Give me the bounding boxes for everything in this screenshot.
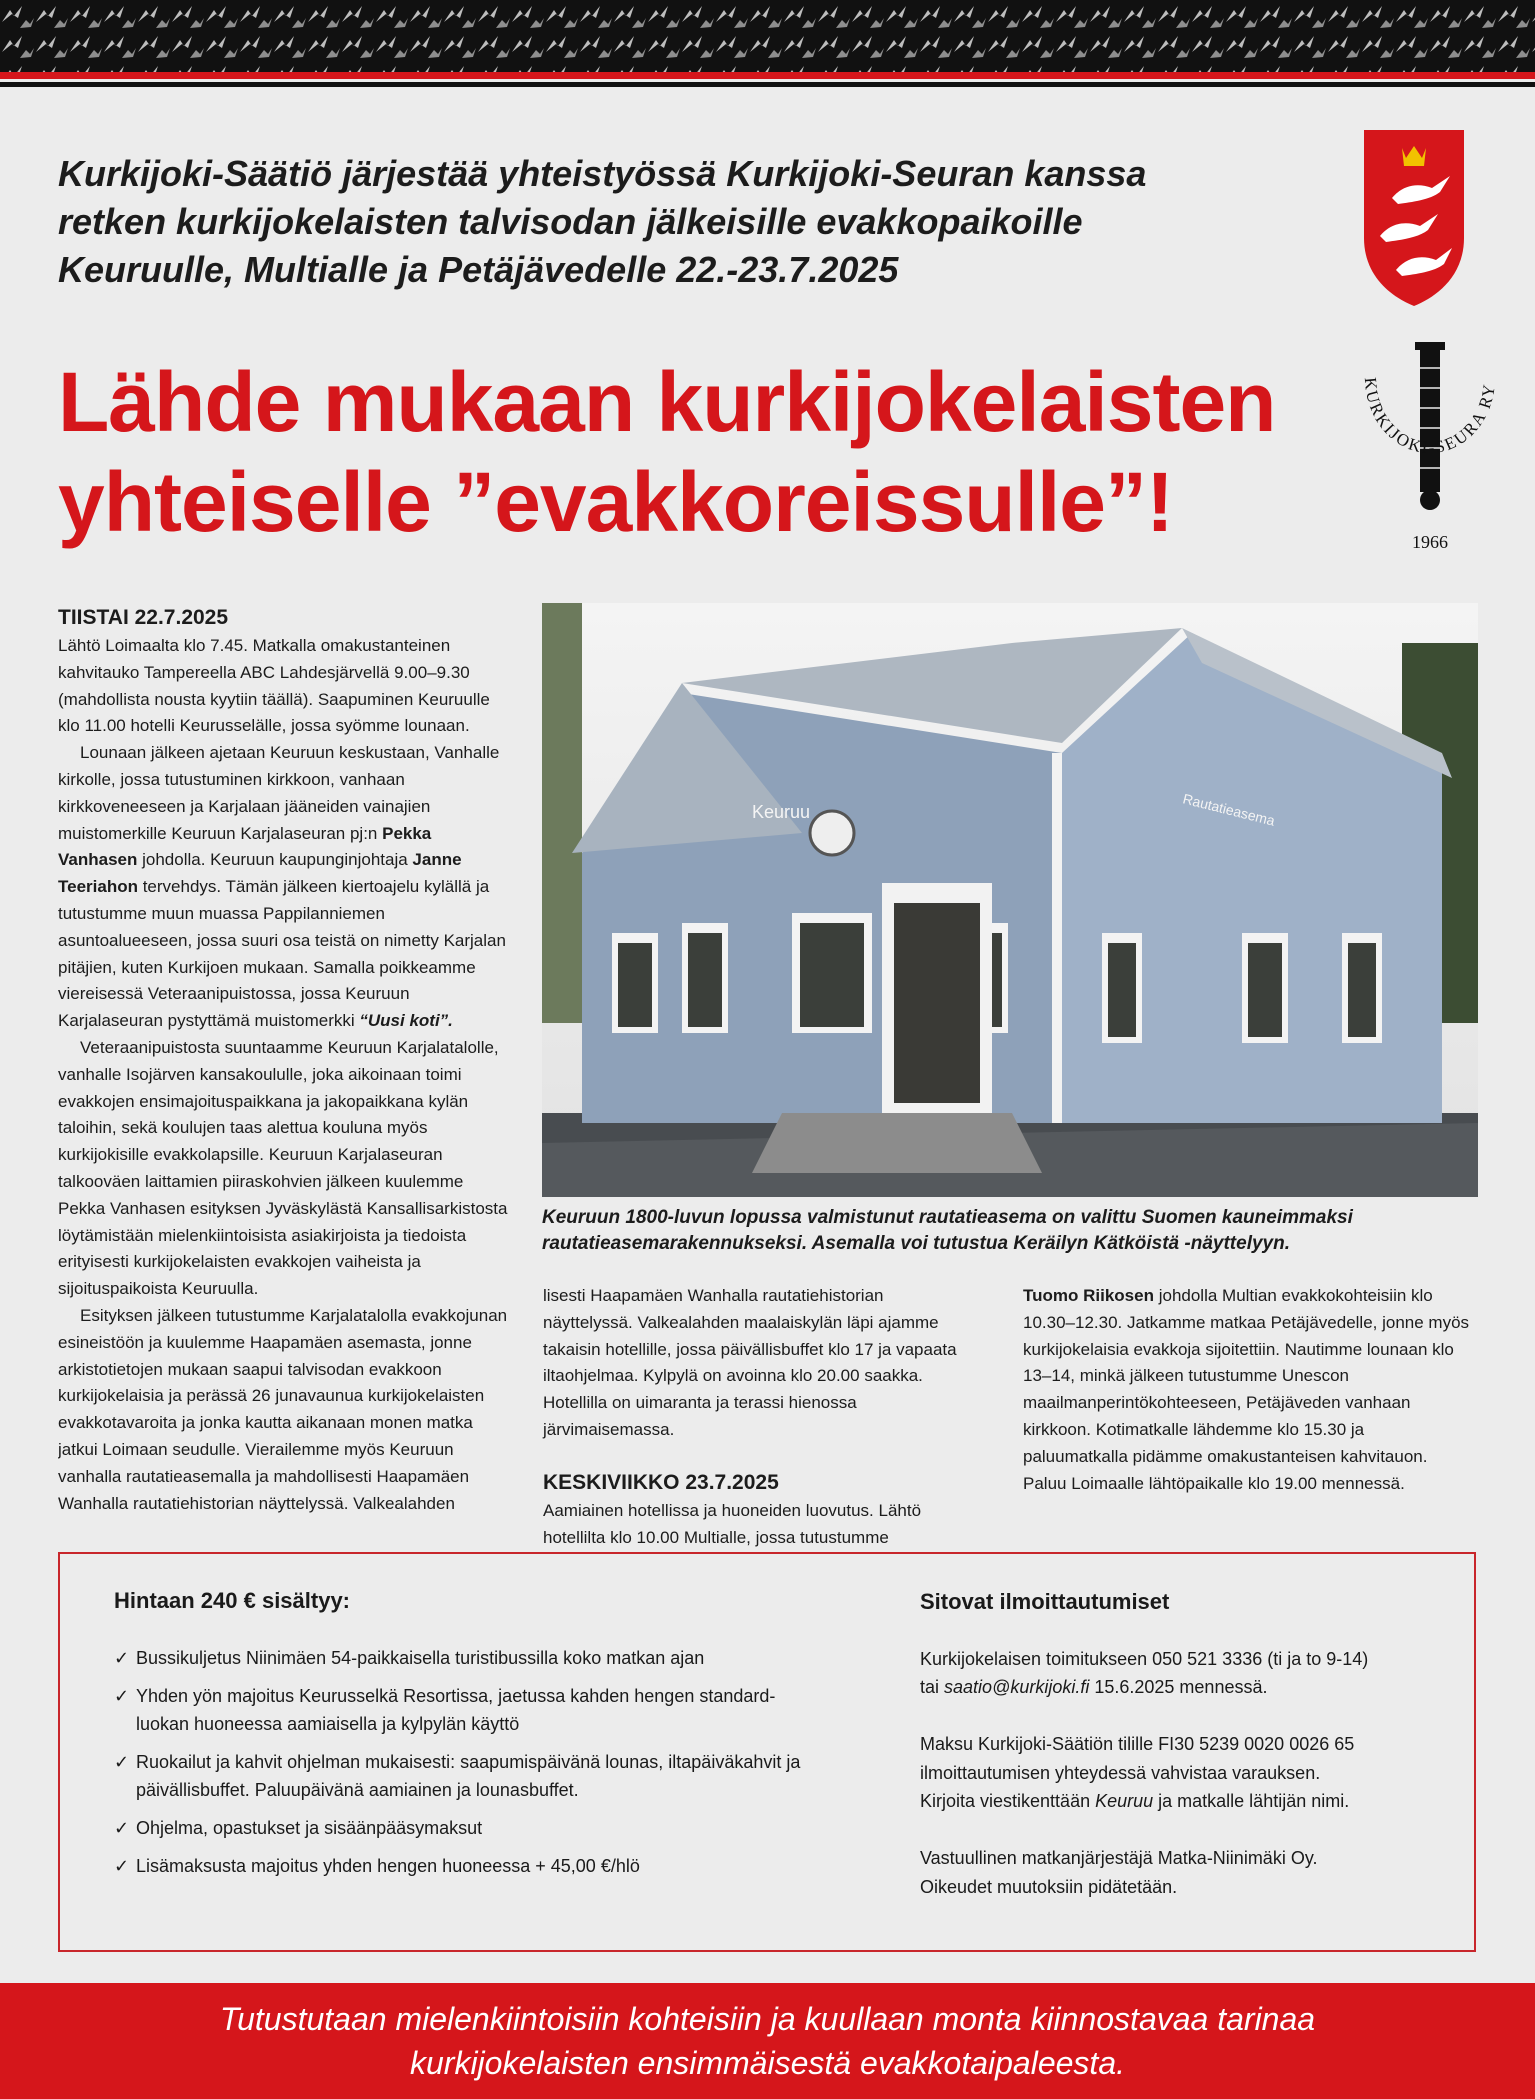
photo-caption: Keuruun 1800-luvun lopussa valmistunut rautatieasema on valittu Suomen kauneimmaksi rautatieasemarakennukseksi. Asemalla voi tutustua Keräilyn Kätköistä -näyttelyyn. <box>542 1207 1353 1254</box>
intro-text <box>58 150 1358 294</box>
list-item: ✓ Yhden yön majoitus Keurusselkä Resortissa, jaetussa kahden hengen standard- luokan huoneessa aamiaisella ja kylpylän käyttö <box>114 1682 814 1738</box>
person-name: Tuomo Riikosen <box>1023 1286 1154 1305</box>
day1-paragraph-1: Lähtö Loimaalta klo 7.45. Matkalla omakustanteinen kahvitauko Tampereella ABC Lahdesjärvellä 9.00–9.30 (mahdollista nousta kyytiin täällä). Saapuminen Keuruulle klo 11.00 hotelli Keurusselälle, jossa syömme lounaan. <box>58 636 490 736</box>
check-icon: ✓ <box>114 1752 130 1772</box>
intro-line-1: Kurkijoki-Säätiö järjestää yhteistyössä Kurkijoki-Seuran kanssa <box>58 153 1147 194</box>
registration-email-line: tai saatio@kurkijoki.fi 15.6.2025 mennessä. <box>920 1677 1268 1697</box>
seura-logo-text: KURKIJOKI-SEURA RY <box>1360 376 1500 458</box>
list-item: ✓ Ohjelma, opastukset ja sisäänpääsymaksut <box>114 1814 814 1842</box>
person-name: Pekka Vanhasen <box>58 823 432 870</box>
payment-info: Maksu Kurkijoki-Säätiön tilille FI30 5239 0020 0026 65 ilmoittautumisen yhteydessä vahvistaa varauksen. <box>920 1734 1355 1783</box>
intro-line-3: Keuruulle, Multialle ja Petäjävedelle 22.-23.7.2025 <box>58 249 899 290</box>
included-items-list <box>114 1644 814 1880</box>
organizer-info: Vastuullinen matkanjärjestäjä Matka-Niinimäki Oy. <box>920 1848 1318 1868</box>
station-side-sign: Rautatieasema <box>1181 790 1277 829</box>
intro-line-2: retken kurkijokelaisten talvisodan jälkeisille evakkopaikoille <box>58 201 1083 242</box>
main-headline <box>58 352 1358 552</box>
day2-paragraph: Tuomo Riikosen johdolla Multian evakkokohteisiin klo 10.30–12.30. Jatkamme matkaa Petäjävedelle, jonne myös kurkijokelaisia evakkoja sijoitettiin. Nautimme lounaan klo 13–14, minkä jälkeen tutustumme Unescon maailmanperintökohteeseen, Petäjäveden vanhaan kirkkoon. Kotimatkalle lähdemme klo 15.30 ja paluumatkalla pidämme omakustanteisen kahvitauon. Paluu Loimaalle lähtöpaikalle klo 19.00 mennessä. <box>1023 1286 1470 1493</box>
list-item: ✓ Bussikuljetus Niinimäen 54-paikkaisella turistibussilla koko matkan ajan <box>114 1644 814 1672</box>
day1-paragraph-3: Veteraanipuistosta suuntaamme Keuruun Karjalatalolle, vanhalle Isojärven kansakoululle, joka aikoinaan toimi evakkojen ensimajoituspaikkana ja jakopaikkana kylän taloihin, sekä koulujen taas alettua kouluna myös kurkijokisille evakkolapsille. Keuruun Karjalaseuran talkooväen laittamien piiraskohvien jälkeen kuulemme Pekka Vanhasen esityksen Jyväskylästä Kansallisarkistosta löytämistään mielenkiintoisista asiakirjoista ja tiedoista erityisesti kurkijokelaisten evakkojen vaiheista ja sijoituspaikoista Keuruulla. <box>58 1037 508 1299</box>
day1-heading: TIISTAI 22.7.2025 <box>58 606 229 629</box>
price-info-box <box>58 1552 1476 1952</box>
memorial-name: “Uusi koti”. <box>359 1011 453 1031</box>
registration-section <box>920 1588 1450 1901</box>
check-icon: ✓ <box>114 1856 130 1876</box>
footer-banner <box>0 1983 1535 2099</box>
rights-reserved: Oikeudet muutoksiin pidätetään. <box>920 1876 1178 1897</box>
day1-continuation: lisesti Haapamäen Wanhalla rautatiehistorian näyttelyssä. Valkealahden maalaiskylän läpi ajamme takaisin hotellille, jossa päivällisbuffet klo 17 ja vapaata iltaohjelmaa. Kylpylä on avoinna klo 20.00 saakka. Hotellilla on uimaranta ja terassi hienossa järvimaisemassa. <box>543 1286 957 1439</box>
day1-paragraph-2: Lounaan jälkeen ajetaan Keuruun keskustaan, Vanhalle kirkolle, jossa tutustuminen kirkkoon, vanhaan kirkkoveneeseen ja Karjalaan jääneiden vainajien muistomerkille Keuruun Karjalaseuran pj:n Pekka Vanhasen johdolla. Keuruun kaupunginjohtaja Janne Teeriahon tervehdys. Tämän jälkeen kiertoajelu kylällä ja tutustumme muun muassa Pappilanniemen asuntoalueeseen, jossa suuri osa teistä on nimetty Karjalan pitäjien, kuten Kurkijoen mukaan. Samalla poikkeamme viereisessä Veteraanipuistossa, jossa Keuruun Karjalaseuran pystyttämä muistomerkki “Uusi koti”. <box>58 743 506 1031</box>
day2-heading: KESKIVIIKKO 23.7.2025 <box>543 1470 779 1494</box>
check-icon: ✓ <box>114 1818 130 1838</box>
kurkijoki-seura-logo <box>1345 338 1515 558</box>
list-item: ✓ Ruokailut ja kahvit ohjelman mukaisesti: saapumispäivänä lounas, iltapäiväkahvit ja päivällisbuffet. Paluupäivänä aamiainen ja lounasbuffet. <box>114 1748 814 1804</box>
station-sign: Keuruu <box>752 802 811 822</box>
registration-heading: Sitovat ilmoittautumiset <box>920 1589 1170 1614</box>
day2-continuation <box>1023 1283 1473 1497</box>
person-name: Janne Teeriahon <box>58 850 462 897</box>
day1-continuation-and-day2 <box>543 1283 961 1578</box>
message-field-info: Kirjoita viestikenttään Keuruu ja matkalle lähtijän nimi. <box>920 1791 1350 1811</box>
list-item: ✓ Lisämaksusta majoitus yhden hengen huoneessa + 45,00 €/hlö <box>114 1852 814 1880</box>
footer-line-2: kurkijokelaisten ensimmäisestä evakkotaipaleesta. <box>409 2045 1125 2081</box>
railway-station-photo <box>542 603 1478 1197</box>
day1-paragraph-4: Esityksen jälkeen tutustumme Karjalatalolla evakkojunan esineistöön ja kuulemme Haapamäen asemasta, jonne arkistotietojen mukaan saapui talvisodan evakkoon kurkijokelaisia ja perässä 26 junavaunua kurkijokelaisten evakkotavaroita ja jonka kautta aikanaan monen matka jatkui Loimaan seudulle. Vierailemme myös Keuruun vanhalla rautatieasemalla ja mahdollisesti Haapamäen Wanhalla rautatiehistorian näyttelyssä. Valkealahden <box>58 1305 508 1513</box>
headline-line-1: Lähde mukaan kurkijokelaisten <box>58 355 1276 449</box>
check-icon: ✓ <box>114 1686 130 1706</box>
coat-of-arms-logo <box>1362 128 1466 308</box>
price-section <box>114 1588 814 1890</box>
registration-phone: Kurkijokelaisen toimitukseen 050 521 3336 (ti ja to 9-14) <box>920 1648 1369 1669</box>
price-heading: Hintaan 240 € sisältyy: <box>114 1588 351 1613</box>
day1-column <box>58 603 508 1517</box>
check-icon: ✓ <box>114 1648 130 1668</box>
day2-paragraph-start: Aamiainen hotellissa ja huoneiden luovutus. Lähtö hotellilta klo 10.00 Multialle, jossa tutustumme <box>543 1500 922 1547</box>
seura-logo-year: 1966 <box>1412 532 1448 552</box>
footer-line-1: Tutustutaan mielenkiintoisiin kohteisiin ja kuullaan monta kiinnostavaa tarinaa <box>219 2001 1316 2037</box>
headline-line-2: yhteiselle ”evakkoreissulle”! <box>58 455 1173 549</box>
crane-pattern-border <box>0 0 1535 95</box>
email-link[interactable]: saatio@kurkijoki.fi <box>944 1677 1090 1697</box>
